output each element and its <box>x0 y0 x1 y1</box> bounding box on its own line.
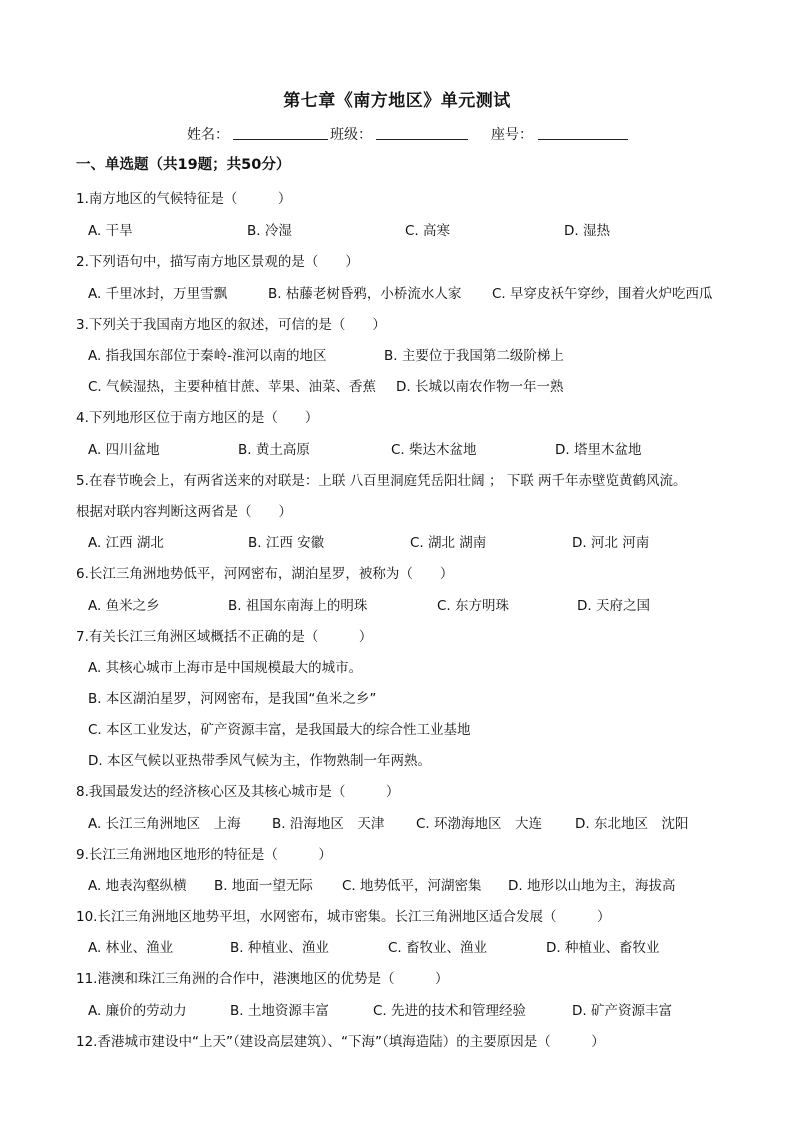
option-a: A. 廉价的劳动力 <box>88 1003 187 1019</box>
question-stem: 10.长江三角洲地区地势平坦，水网密布，城市密集。长江三角洲地区适合发展（ ） <box>76 909 611 925</box>
option-c: C. 气候湿热，主要种植甘蔗、苹果、油菜、香蕉 <box>88 379 377 395</box>
class-label: 班级： <box>330 127 372 143</box>
option-b: B. 地面一望无际 <box>214 878 313 894</box>
option-c: C. 柴达木盆地 <box>391 442 477 458</box>
question-stem: 5.在春节晚会上，有两省送来的对联是：上联 八百里洞庭凭岳阳壮阔 ； 下联 两千年赤壁览黄鹤风流。 <box>76 473 687 489</box>
option-a: A. 指我国东部位于秦岭-淮河以南的地区 <box>88 348 327 364</box>
option-c: C. 湖北 湖南 <box>410 535 487 551</box>
option-a: A. 林业、渔业 <box>88 940 174 956</box>
option-a: A. 四川盆地 <box>88 442 160 458</box>
option-d: D. 东北地区 沈阳 <box>575 816 689 832</box>
option-b: B. 黄土高原 <box>238 442 310 458</box>
option-a: A. 其核心城市上海市是中国规模最大的城市。 <box>88 660 363 676</box>
page-title: 第七章《南方地区》单元测试 <box>283 91 511 111</box>
option-c: C. 高寒 <box>405 223 451 239</box>
class-blank[interactable] <box>376 124 468 141</box>
option-a: A. 地表沟壑纵横 <box>88 878 187 894</box>
seat-blank[interactable] <box>538 124 628 141</box>
option-d: D. 地形以山地为主，海拔高 <box>508 878 676 894</box>
question-stem: 2.下列语句中，描写南方地区景观的是（ ） <box>76 254 359 270</box>
seat-label: 座号： <box>491 127 533 143</box>
option-d: D. 河北 河南 <box>572 535 650 551</box>
question-stem: 4.下列地形区位于南方地区的是（ ） <box>76 410 319 426</box>
option-b: B. 枯藤老树昏鸦，小桥流水人家 <box>268 286 462 302</box>
option-c: C. 本区工业发达，矿产资源丰富，是我国最大的综合性工业基地 <box>88 722 471 738</box>
option-d: D. 天府之国 <box>577 598 650 614</box>
question-stem: 12.香港城市建设中“上天”（建设高层建筑）、“下海”（填海造陆）的主要原因是（ ） <box>76 1034 605 1050</box>
option-c: C. 东方明珠 <box>437 598 510 614</box>
option-d: D. 种植业、畜牧业 <box>546 940 660 956</box>
option-b: B. 冷湿 <box>247 223 292 239</box>
option-d: D. 本区气候以亚热带季风气候为主，作物熟制一年两熟。 <box>88 753 431 769</box>
option-a: A. 千里冰封，万里雪飘 <box>88 286 228 302</box>
question-stem-continued: 根据对联内容判断这两省是（ ） <box>76 504 292 520</box>
option-b: B. 主要位于我国第二级阶梯上 <box>384 348 564 364</box>
option-c: C. 早穿皮袄午穿纱，围着火炉吃西瓜 <box>492 286 713 302</box>
name-label: 姓名： <box>187 127 229 143</box>
question-stem: 3.下列关于我国南方地区的叙述，可信的是（ ） <box>76 317 386 333</box>
question-stem: 1.南方地区的气候特征是（ ） <box>76 191 292 207</box>
name-blank[interactable] <box>233 124 328 141</box>
option-c: C. 先进的技术和管理经验 <box>373 1003 527 1019</box>
student-info-row <box>0 124 794 146</box>
section-heading: 一、单选题（共19题；共50分） <box>76 157 291 173</box>
question-stem: 7.有关长江三角洲区域概括不正确的是（ ） <box>76 629 373 645</box>
question-stem: 8.我国最发达的经济核心区及其核心城市是（ ） <box>76 784 400 800</box>
option-d: D. 矿产资源丰富 <box>572 1003 672 1019</box>
question-stem: 6.长江三角洲地势低平，河网密布，湖泊星罗，被称为（ ） <box>76 566 454 582</box>
option-b: B. 本区湖泊星罗，河网密布，是我国“鱼米之乡” <box>88 691 377 707</box>
option-d: D. 长城以南农作物一年一熟 <box>396 379 564 395</box>
option-a: A. 干旱 <box>88 223 133 239</box>
option-c: C. 环渤海地区 大连 <box>416 816 543 832</box>
option-a: A. 江西 湖北 <box>88 535 164 551</box>
option-a: A. 鱼米之乡 <box>88 598 160 614</box>
question-stem: 11.港澳和珠江三角洲的合作中，港澳地区的优势是（ ） <box>76 971 449 987</box>
option-c: C. 地势低平，河湖密集 <box>342 878 482 894</box>
option-d: D. 湿热 <box>564 223 610 239</box>
option-b: B. 沿海地区 天津 <box>272 816 385 832</box>
option-b: B. 土地资源丰富 <box>230 1003 329 1019</box>
option-c: C. 畜牧业、渔业 <box>388 940 488 956</box>
option-d: D. 塔里木盆地 <box>555 442 642 458</box>
option-b: B. 种植业、渔业 <box>230 940 329 956</box>
option-b: B. 江西 安徽 <box>248 535 325 551</box>
option-a: A. 长江三角洲地区 上海 <box>88 816 241 832</box>
option-b: B. 祖国东南海上的明珠 <box>228 598 368 614</box>
question-stem: 9.长江三角洲地区地形的特征是（ ） <box>76 847 332 863</box>
